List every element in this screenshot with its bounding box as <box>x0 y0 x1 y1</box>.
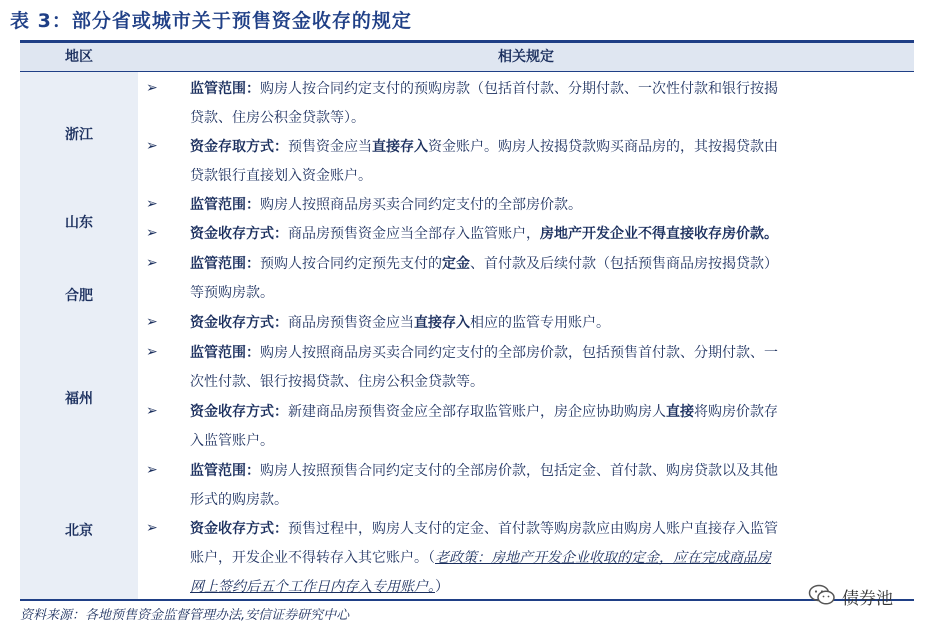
header-region: 地区 <box>65 49 93 65</box>
wechat-icon <box>808 584 836 606</box>
bullet-arrow: ➢ <box>146 462 158 478</box>
bullet-arrow: ➢ <box>146 196 158 212</box>
old-policy-note: 老政策：房地产开发企业收取的定金，应在完成商品房 <box>435 550 771 566</box>
bullet-arrow: ➢ <box>146 255 158 271</box>
list-item: 资金收存方式：预售过程中，购房人支付的定金、首付款等购房款应由购房人账户直接存入监管 账户，开发企业不得转存入其它账户。（老政策：房地产开发企业收取的定金，应在完成商品房 网上签约后五个工作日内存入专用账户。） <box>190 521 778 595</box>
bullet-arrow: ➢ <box>146 403 158 419</box>
list-item: 资金收存方式：商品房预售资金应当全部存入监管账户，房地产开发企业不得直接收存房价款。 <box>190 226 778 242</box>
region-zhejiang: 浙江 <box>65 127 93 143</box>
region-fuzhou: 福州 <box>65 391 93 407</box>
region-beijing: 北京 <box>65 523 93 539</box>
list-item: 资金收存方式：商品房预售资金应当直接存入相应的监管专用账户。 <box>190 315 610 331</box>
list-item: 监管范围：预购人按合同约定预先支付的定金、首付款及后续付款（包括预售商品房按揭贷款） 等预购房款。 <box>190 256 778 301</box>
bullet-arrow: ➢ <box>146 80 158 96</box>
watermark <box>808 582 918 608</box>
bullet-arrow: ➢ <box>146 138 158 154</box>
region-hefei: 合肥 <box>65 288 93 304</box>
list-item: 监管范围：购房人按照预售合同约定支付的全部房价款，包括定金、首付款、购房贷款以及其他 形式的购房款。 <box>190 463 778 508</box>
bullet-arrow: ➢ <box>146 344 158 360</box>
list-item: 监管范围：购房人按照商品房买卖合同约定支付的全部房价款，包括预售首付款、分期付款、一 次性付款、银行按揭贷款、住房公积金贷款等。 <box>190 345 778 390</box>
list-item: 监管范围：购房人按合同约定支付的预购房款（包括首付款、分期付款、一次性付款和银行按揭 贷款、住房公积金贷款等）。 <box>190 81 778 126</box>
list-item: 监管范围：购房人按照商品房买卖合同约定支付的全部房价款。 <box>190 197 582 213</box>
bullet-arrow: ➢ <box>146 225 158 241</box>
source-note: 资料来源：各地预售资金监督管理办法,安信证券研究中心 <box>20 608 350 623</box>
old-policy-note-cont: 网上签约后五个工作日内存入专用账户。 <box>190 579 435 595</box>
list-item: 资金收存方式：新建商品房预售资金应全部存取监管账户，房企应协助购房人直接将购房价款存 入监管账户。 <box>190 404 778 449</box>
bottom-rule <box>20 599 914 601</box>
watermark-text: 债券池 <box>842 589 893 609</box>
header-rules: 相关规定 <box>498 49 554 65</box>
table-header <box>20 43 914 71</box>
list-item: 资金存取方式：预售资金应当直接存入资金账户。购房人按揭贷款购买商品房的，其按揭贷款由 贷款银行直接划入资金账户。 <box>190 139 778 184</box>
bullet-arrow: ➢ <box>146 314 158 330</box>
table-title: 表 3：部分省或城市关于预售资金收存的规定 <box>10 10 412 32</box>
bullet-arrow: ➢ <box>146 520 158 536</box>
region-shandong: 山东 <box>65 215 93 231</box>
header-rule <box>20 71 914 72</box>
